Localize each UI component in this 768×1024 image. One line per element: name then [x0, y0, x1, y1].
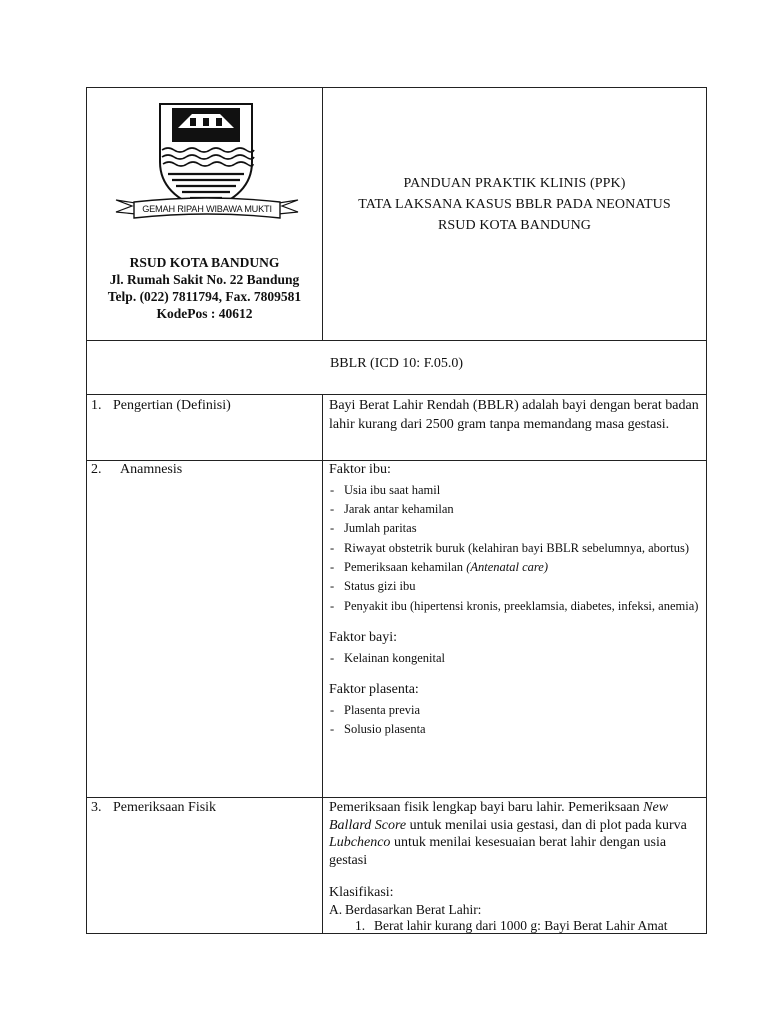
divider-header	[87, 340, 706, 341]
list-item: - Jarak antar kehamilan	[330, 501, 454, 516]
institution-block	[87, 254, 322, 322]
faktor-plasenta-list	[329, 702, 700, 737]
row-1-number: 1.	[91, 398, 102, 413]
row-3-label	[91, 799, 216, 817]
row-2-label	[91, 461, 182, 479]
institution-address: Jl. Rumah Sakit No. 22 Bandung	[109, 272, 300, 287]
faktor-bayi-list	[329, 650, 700, 666]
faktor-bayi-title: Faktor bayi:	[329, 630, 398, 646]
faktor-plasenta-title: Faktor plasenta:	[329, 682, 419, 698]
city-crest-logo	[112, 100, 302, 228]
list-item: - Jumlah paritas	[330, 521, 417, 536]
logo-motto: GEMAH RIPAH WIBAWA MUKTI	[142, 204, 272, 214]
row-3-content	[329, 799, 700, 934]
list-item: - Status gizi ibu	[330, 579, 416, 594]
faktor-ibu-title: Faktor ibu:	[329, 462, 391, 477]
klasifikasi-title: Klasifikasi:	[329, 885, 394, 900]
row-3-label-text: Pemeriksaan Fisik	[113, 800, 217, 815]
list-item: - Riwayat obstetrik buruk (kelahiran bayi BBLR sebelumnya, abortus)	[330, 540, 690, 555]
institution-postal: KodePos : 40612	[156, 306, 253, 321]
row-1-label-text: Pengertian (Definisi)	[113, 398, 231, 413]
list-item: - Solusio plasenta	[330, 722, 426, 737]
faktor-ibu-list	[329, 482, 700, 614]
divider-section	[87, 394, 706, 395]
row-2-label-text: Anamnesis	[120, 462, 183, 477]
klasifikasi-a: A. Berdasarkan Berat Lahir:	[329, 901, 482, 917]
klasifikasi-a1: 1. Berat lahir kurang dari 1000 g: Bayi Berat Lahir Amat	[355, 917, 668, 933]
row-2-number: 2.	[91, 462, 102, 477]
list-item: - Kelainan kongenital	[330, 650, 446, 665]
institution-phone: Telp. (022) 7811794, Fax. 7809581	[107, 289, 302, 304]
row-1-label	[91, 397, 231, 415]
title-line-2: TATA LAKSANA KASUS BBLR PADA NEONATUS	[358, 197, 671, 212]
section-title: BBLR (ICD 10: F.05.0)	[329, 356, 464, 371]
pemeriksaan-paragraph: Pemeriksaan fisik lengkap bayi baru lahir. Pemeriksaan New Ballard Score untuk menilai usia gestasi, dan di plot pada kurva Lubchenco untuk menilai kesesuaian berat lahir dengan usia gestasi	[329, 800, 687, 868]
title-line-3: RSUD KOTA BANDUNG	[437, 218, 592, 233]
list-item: - Pemeriksaan kehamilan (Antenatal care)	[330, 560, 548, 575]
ppk-document-table	[86, 87, 707, 934]
list-item: - Usia ibu saat hamil	[330, 482, 441, 497]
row-3-number: 3.	[91, 800, 102, 815]
list-item: - Penyakit ibu (hipertensi kronis, preeklamsia, diabetes, infeksi, anemia)	[330, 598, 699, 613]
list-item: - Plasenta previa	[330, 702, 421, 717]
document-title	[323, 173, 706, 236]
divider-body-vertical	[322, 394, 323, 934]
antenatal-care-italic: (Antenatal care)	[466, 560, 548, 575]
row-1-content: Bayi Berat Lahir Rendah (BBLR) adalah bayi dengan berat badan lahir kurang dari 2500 gram tanpa memandang masa gestasi.	[329, 398, 699, 432]
divider-row2	[87, 797, 706, 798]
row-2-content	[329, 461, 700, 740]
title-line-1: PANDUAN PRAKTIK KLINIS (PPK)	[403, 176, 626, 191]
institution-name: RSUD KOTA BANDUNG	[129, 255, 280, 270]
